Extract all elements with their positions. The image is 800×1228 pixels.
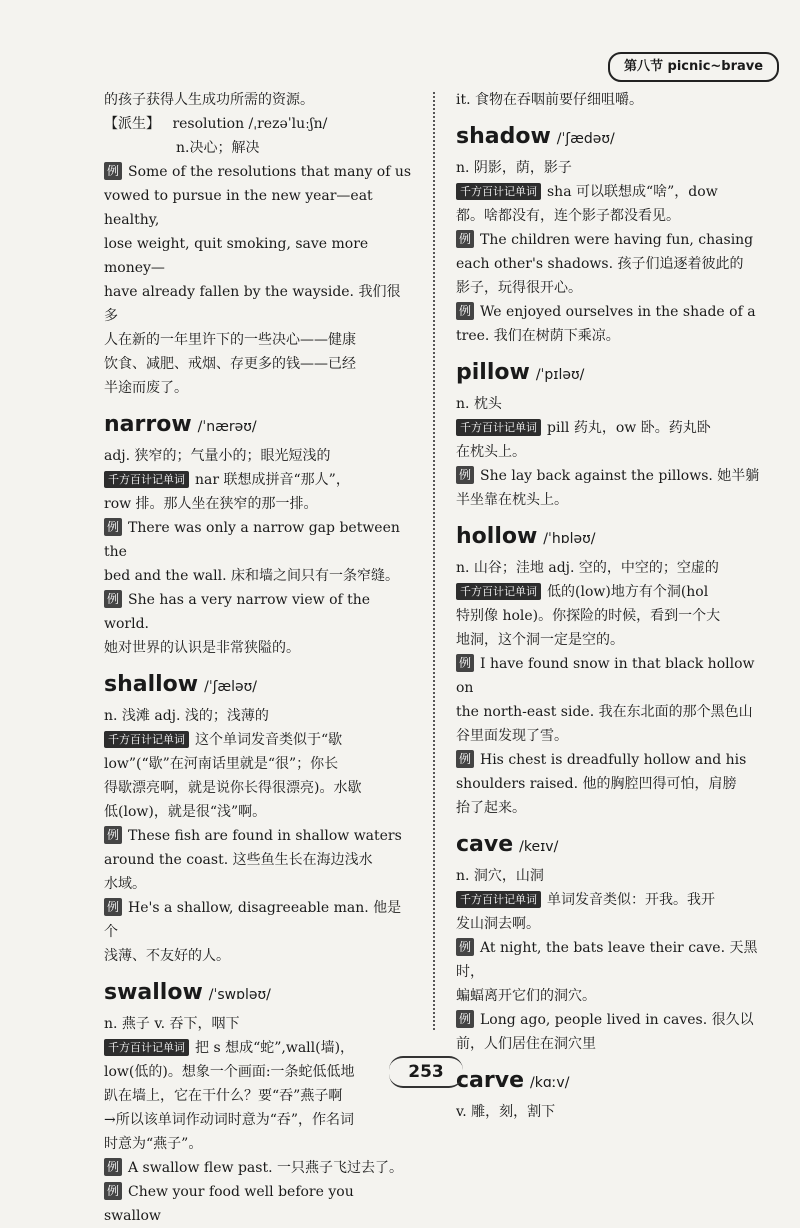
right-column — [456, 88, 764, 1124]
memo-line — [104, 776, 414, 800]
example-text: 谷里面发现了雪。 — [456, 728, 568, 744]
example-badge: 例 — [104, 826, 122, 844]
example-line — [104, 564, 414, 588]
column-divider — [433, 92, 435, 1030]
example-line — [456, 936, 764, 984]
headword-text: shallow — [104, 672, 199, 697]
example-line — [456, 324, 764, 348]
definition: adj. 狭窄的；气量小的；眼光短浅的 — [104, 448, 331, 464]
example-badge: 例 — [456, 938, 474, 956]
example-line — [456, 700, 764, 724]
entry-pillow — [456, 358, 764, 512]
example-badge: 例 — [456, 302, 474, 320]
memo-text: 趴在墙上，它在干什么？要“吞”燕子啊 — [104, 1088, 343, 1104]
example-text: 半途而废了。 — [104, 380, 188, 396]
example-text: shoulders raised. 他的胸腔凹得可怕，肩膀 — [456, 776, 737, 792]
intro-line: 的孩子获得人生成功所需的资源。 — [104, 92, 314, 108]
example-line — [104, 280, 414, 328]
entry-narrow — [104, 410, 414, 660]
headword — [456, 1066, 764, 1098]
example-text: I have found snow in that black hollow on — [456, 656, 755, 696]
memo-line — [104, 1036, 414, 1060]
example-text: Chew your food well before you swallow — [104, 1184, 354, 1224]
example-text: 半坐靠在枕头上。 — [456, 492, 568, 508]
memo-text: 特别像 hole)。你探险的时候，看到一个大 — [456, 608, 721, 624]
example-text: tree. 我们在树荫下乘凉。 — [456, 328, 620, 344]
memo-tag: 千方百计记单词 — [456, 183, 541, 200]
memo-text: 得歇漂亮啊，就是说你长得很漂亮)。水歇 — [104, 780, 362, 796]
example-text: A swallow flew past. 一只燕子飞过去了。 — [128, 1160, 403, 1176]
memo-line — [104, 1060, 414, 1084]
example-text: vowed to pursue in the new year—eat healthy, — [104, 188, 373, 228]
example-text: She lay back against the pillows. 她半躺 — [480, 468, 760, 484]
entry-hollow — [456, 522, 764, 820]
memo-text: 都。啥都没有，连个影子都没看见。 — [456, 208, 680, 224]
definition: n. 燕子 v. 吞下，咽下 — [104, 1016, 240, 1032]
memo-text: sha 可以联想成“啥”，dow — [547, 184, 718, 200]
example-badge: 例 — [104, 1182, 122, 1200]
example-text: each other's shadows. 孩子们追逐着彼此的 — [456, 256, 744, 272]
example-text: around the coast. 这些鱼生长在海边浅水 — [104, 852, 373, 868]
definition: n. 枕头 — [456, 396, 502, 412]
example-line — [456, 300, 764, 324]
example-text: 饮食、减肥、戒烟、存更多的钱——已经 — [104, 356, 356, 372]
memo-line — [456, 628, 764, 652]
memo-line — [104, 1108, 414, 1132]
example-text: 水域。 — [104, 876, 146, 892]
example-line — [104, 636, 414, 660]
phonetic: /kɑːv/ — [530, 1075, 570, 1091]
phonetic: /ˈpɪləʊ/ — [535, 367, 585, 383]
entry-carve — [456, 1066, 764, 1124]
memo-line — [456, 580, 764, 604]
example-text: bed and the wall. 床和墙之间只有一条窄缝。 — [104, 568, 399, 584]
example-badge: 例 — [456, 466, 474, 484]
headword-text: carve — [456, 1068, 524, 1093]
left-column — [104, 88, 414, 1228]
example-text: the north-east side. 我在东北面的那个黑色山 — [456, 704, 753, 720]
memo-tag: 千方百计记单词 — [456, 419, 541, 436]
example-line — [456, 276, 764, 300]
example-badge: 例 — [456, 1010, 474, 1028]
example-line — [104, 352, 414, 376]
example-line — [456, 488, 764, 512]
memo-line — [104, 468, 414, 492]
example-text: Some of the resolutions that many of us — [128, 164, 412, 180]
example-line — [104, 376, 414, 400]
derivation-meaning: n.决心；解决 — [176, 140, 260, 156]
memo-line — [456, 440, 764, 464]
example-text: These fish are found in shallow waters — [128, 828, 402, 844]
example-badge: 例 — [104, 518, 122, 536]
memo-line — [456, 180, 764, 204]
example-line — [456, 748, 764, 772]
headword-text: shadow — [456, 124, 551, 149]
phonetic: /ˈswɒləʊ/ — [208, 987, 271, 1003]
page-number: 253 — [389, 1056, 463, 1088]
example-text: There was only a narrow gap between the — [104, 520, 400, 560]
example-text: have already fallen by the wayside. 我们很多 — [104, 284, 401, 324]
memo-text: 这个单词发音类似于“歇 — [195, 732, 343, 748]
memo-tag: 千方百计记单词 — [456, 891, 541, 908]
example-line — [456, 652, 764, 700]
memo-line — [104, 800, 414, 824]
derivation — [104, 112, 414, 136]
headword-text: hollow — [456, 524, 538, 549]
example-text: 她对世界的认识是非常狭隘的。 — [104, 640, 300, 656]
phonetic: /ˈhɒləʊ/ — [543, 531, 596, 547]
example-line — [104, 328, 414, 352]
definition: n. 洞穴，山洞 — [456, 868, 544, 884]
memo-text: nar 联想成拼音“那人”， — [195, 472, 350, 488]
example-text: lose weight, quit smoking, save more money— — [104, 236, 369, 276]
entry-shallow — [104, 670, 414, 968]
example-badge: 例 — [104, 590, 122, 608]
headword — [104, 670, 414, 702]
example-line — [104, 588, 414, 636]
memo-line — [104, 752, 414, 776]
entry-shadow — [456, 122, 764, 348]
memo-text: 时意为“燕子”。 — [104, 1136, 203, 1152]
headword — [104, 410, 414, 442]
example-line — [456, 228, 764, 252]
phonetic: /ˈʃæləʊ/ — [204, 679, 258, 695]
right-entries — [456, 122, 764, 1124]
example-line — [104, 232, 414, 280]
example-line — [104, 184, 414, 232]
example-badge: 例 — [104, 1158, 122, 1176]
memo-text: 在枕头上。 — [456, 444, 526, 460]
memo-text: →所以该单词作动词时意为“吞”，作名词 — [104, 1112, 355, 1128]
headword — [456, 522, 764, 554]
memo-text: 低的(low)地方有个洞(hol — [547, 584, 709, 600]
example-line — [104, 1180, 414, 1228]
example-line — [456, 252, 764, 276]
memo-text: 把 s 想成“蛇”,wall(墙)， — [195, 1040, 355, 1056]
memo-text: 发山洞去啊。 — [456, 916, 540, 932]
headword-text: pillow — [456, 360, 530, 385]
example-line — [104, 824, 414, 848]
memo-line — [104, 492, 414, 516]
entry-swallow — [104, 978, 414, 1228]
example-text: 浅薄、不友好的人。 — [104, 948, 230, 964]
example-text: 前，人们居住在洞穴里 — [456, 1036, 596, 1052]
example-text: At night, the bats leave their cave. 天黑时， — [456, 940, 758, 980]
memo-line — [104, 1132, 414, 1156]
example-text: 抬了起来。 — [456, 800, 526, 816]
example-line — [456, 724, 764, 748]
left-entries — [104, 410, 414, 1228]
phonetic: /ˈnærəʊ/ — [197, 419, 257, 435]
example-text: 人在新的一年里许下的一些决心——健康 — [104, 332, 356, 348]
phonetic: /ˈʃædəʊ/ — [556, 131, 615, 147]
memo-line — [456, 604, 764, 628]
definition: n. 浅滩 adj. 浅的；浅薄的 — [104, 708, 269, 724]
example-badge: 例 — [456, 230, 474, 248]
example-line — [104, 516, 414, 564]
continued-line: it. 食物在吞咽前要仔细咀嚼。 — [456, 92, 644, 108]
example-text: We enjoyed ourselves in the shade of a — [480, 304, 756, 320]
example-line — [104, 1156, 414, 1180]
memo-text: low”(“歇”在河南话里就是“很”；你长 — [104, 756, 339, 772]
memo-line — [456, 912, 764, 936]
memo-line — [456, 416, 764, 440]
example-badge: 例 — [104, 898, 122, 916]
memo-text: low(低的)。想象一个画面:一条蛇低低地 — [104, 1064, 355, 1080]
headword-text: narrow — [104, 412, 192, 437]
example-text: His chest is dreadfully hollow and his — [480, 752, 747, 768]
entry-cave — [456, 830, 764, 1056]
memo-line — [456, 888, 764, 912]
example-text: 蝙蝠离开它们的洞穴。 — [456, 988, 596, 1004]
headword-text: cave — [456, 832, 514, 857]
memo-tag: 千方百计记单词 — [456, 583, 541, 600]
memo-text: 单词发音类似：开我。我开 — [547, 892, 715, 908]
example-line — [456, 1032, 764, 1056]
headword — [456, 122, 764, 154]
definition: n. 阴影，荫，影子 — [456, 160, 572, 176]
derivation-word: resolution /ˌrezəˈluːʃn/ — [172, 116, 328, 132]
headword — [104, 978, 414, 1010]
example-line — [456, 1008, 764, 1032]
example-line — [104, 872, 414, 896]
headword — [456, 358, 764, 390]
example-line — [456, 772, 764, 796]
example-text: He's a shallow, disagreeable man. 他是个 — [104, 900, 402, 940]
memo-text: 低(low)，就是很“浅”啊。 — [104, 804, 267, 820]
example-badge: 例 — [456, 654, 474, 672]
section-header-tab: 第八节 picnic~brave — [608, 52, 779, 82]
example-text: Long ago, people lived in caves. 很久以 — [480, 1012, 754, 1028]
memo-tag: 千方百计记单词 — [104, 731, 189, 748]
memo-text: pill 药丸，ow 卧。药丸卧 — [547, 420, 711, 436]
example-line — [104, 944, 414, 968]
example-line — [456, 464, 764, 488]
phonetic: /keɪv/ — [519, 839, 559, 855]
example-text: She has a very narrow view of the world. — [104, 592, 371, 632]
headword — [456, 830, 764, 862]
example-line — [104, 160, 414, 184]
example-line — [104, 896, 414, 944]
example-badge: 例 — [104, 162, 122, 180]
example-line — [456, 796, 764, 820]
memo-text: 地洞，这个洞一定是空的。 — [456, 632, 624, 648]
example-line — [104, 848, 414, 872]
example-text: The children were having fun, chasing — [480, 232, 754, 248]
memo-line — [104, 1084, 414, 1108]
example-line — [456, 984, 764, 1008]
memo-line — [456, 204, 764, 228]
headword-text: swallow — [104, 980, 203, 1005]
definition: n. 山谷；洼地 adj. 空的，中空的；空虚的 — [456, 560, 719, 576]
derivation-label: 【派生】 — [104, 116, 160, 132]
memo-text: row 排。那人坐在狭窄的那一排。 — [104, 496, 318, 512]
memo-tag: 千方百计记单词 — [104, 1039, 189, 1056]
definition: v. 雕，刻，割下 — [456, 1104, 556, 1120]
example-text: 影子，玩得很开心。 — [456, 280, 582, 296]
memo-tag: 千方百计记单词 — [104, 471, 189, 488]
derivation-example — [104, 160, 414, 400]
memo-line — [104, 728, 414, 752]
example-badge: 例 — [456, 750, 474, 768]
